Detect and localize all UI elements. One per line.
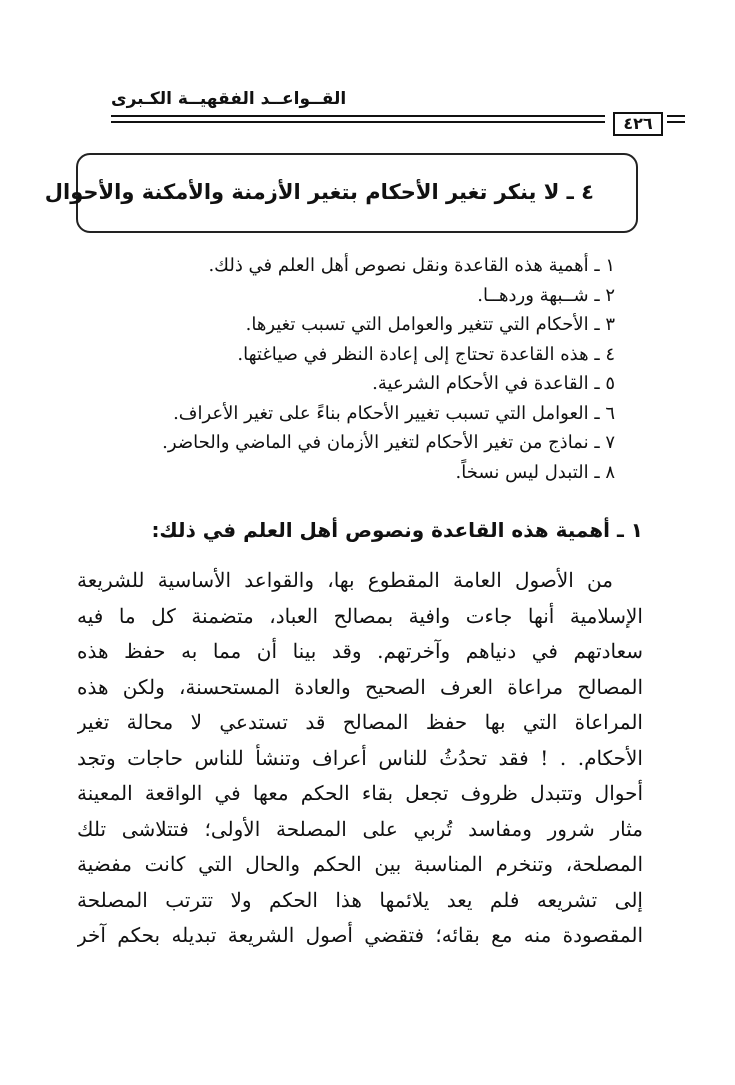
book-title: القــواعــد الفقهيــة الكـبرى — [111, 89, 347, 109]
paragraph-line: من الأصول العامة المقطوع بها، والقواعد الأساسية للشريعة — [77, 568, 613, 592]
page-number: ٤٢٦ — [613, 112, 663, 136]
section-heading-box — [44, 153, 638, 233]
paragraph-line: الإسلامية أنها جاءت وافية بمصالح العباد، متضمنة كل ما فيه — [77, 603, 643, 628]
paragraph-line: المراعاة التي بها حفظ المصالح قد تستدعي لا محالة تغير — [77, 710, 643, 734]
contents-item: ٤ ـ هذه القاعدة تحتاج إلى إعادة النظر في صياغتها. — [237, 343, 615, 365]
paragraph-line: المصالح مراعاة العرف الصحيح والعادة المستحسنة، ولكن هذه — [77, 674, 643, 699]
contents-item: ٣ ـ الأحكام التي تتغير والعوامل التي تسبب تغيرها. — [245, 314, 615, 335]
contents-item: ٥ ـ القاعدة في الأحكام الشرعية. — [372, 373, 615, 394]
contents-item: ٢ ـ شــبهة وردهــا. — [477, 284, 615, 306]
contents-item: ٨ ـ التبدل ليس نسخاً. — [455, 461, 615, 483]
header-rule — [111, 115, 605, 123]
section-contents-list — [115, 251, 615, 487]
contents-item: ١ ـ أهمية هذه القاعدة ونقل نصوص أهل العلم في ذلك. — [208, 255, 615, 276]
running-header — [45, 88, 685, 148]
paragraph-line: إلى تشريعه فلم يعد يلائمها هذا الحكم ولا تترتب المصلحة — [77, 887, 643, 912]
contents-item: ٦ ـ العوامل التي تسبب تغيير الأحكام بناءً على تغير الأعراف. — [173, 402, 615, 424]
contents-item: ٧ ـ نماذج من تغير الأحكام لتغير الأزمان في الماضي والحاضر. — [162, 432, 615, 453]
paragraph-line: أحوال وتتبدل ظروف تجعل بقاء الحكم معها في الواقعة المعينة — [77, 781, 643, 805]
subsection-heading: ١ ـ أهمية هذه القاعدة ونصوص أهل العلم في ذلك: — [151, 518, 643, 542]
body-paragraph — [77, 563, 643, 954]
paragraph-line: سعادتهم في دنياهم وآخرتهم. وقد بينا أن مما به حفظ هذه — [77, 639, 643, 663]
paragraph-line: مثار شرور ومفاسد تُربي على المصلحة الأولى؛ فتتلاشى تلك — [77, 816, 643, 841]
paragraph-line: الأحكام. . ! فقد تحدُثُ للناس أعراف وتنشأ للناس حاجات وتجد — [77, 745, 643, 770]
header-rule-short — [667, 115, 685, 123]
paragraph-line: المصلحة، وتنخرم المناسبة بين الحكم والحال التي كانت مفضية — [77, 852, 643, 876]
paragraph-line: المقصودة منه مع بقائه؛ فتقضي أصول الشريعة تبديله بحكم آخر — [77, 923, 643, 947]
section-title: ٤ ـ لا ينكر تغير الأحكام بتغير الأزمنة والأمكنة والأحوال — [44, 180, 594, 204]
